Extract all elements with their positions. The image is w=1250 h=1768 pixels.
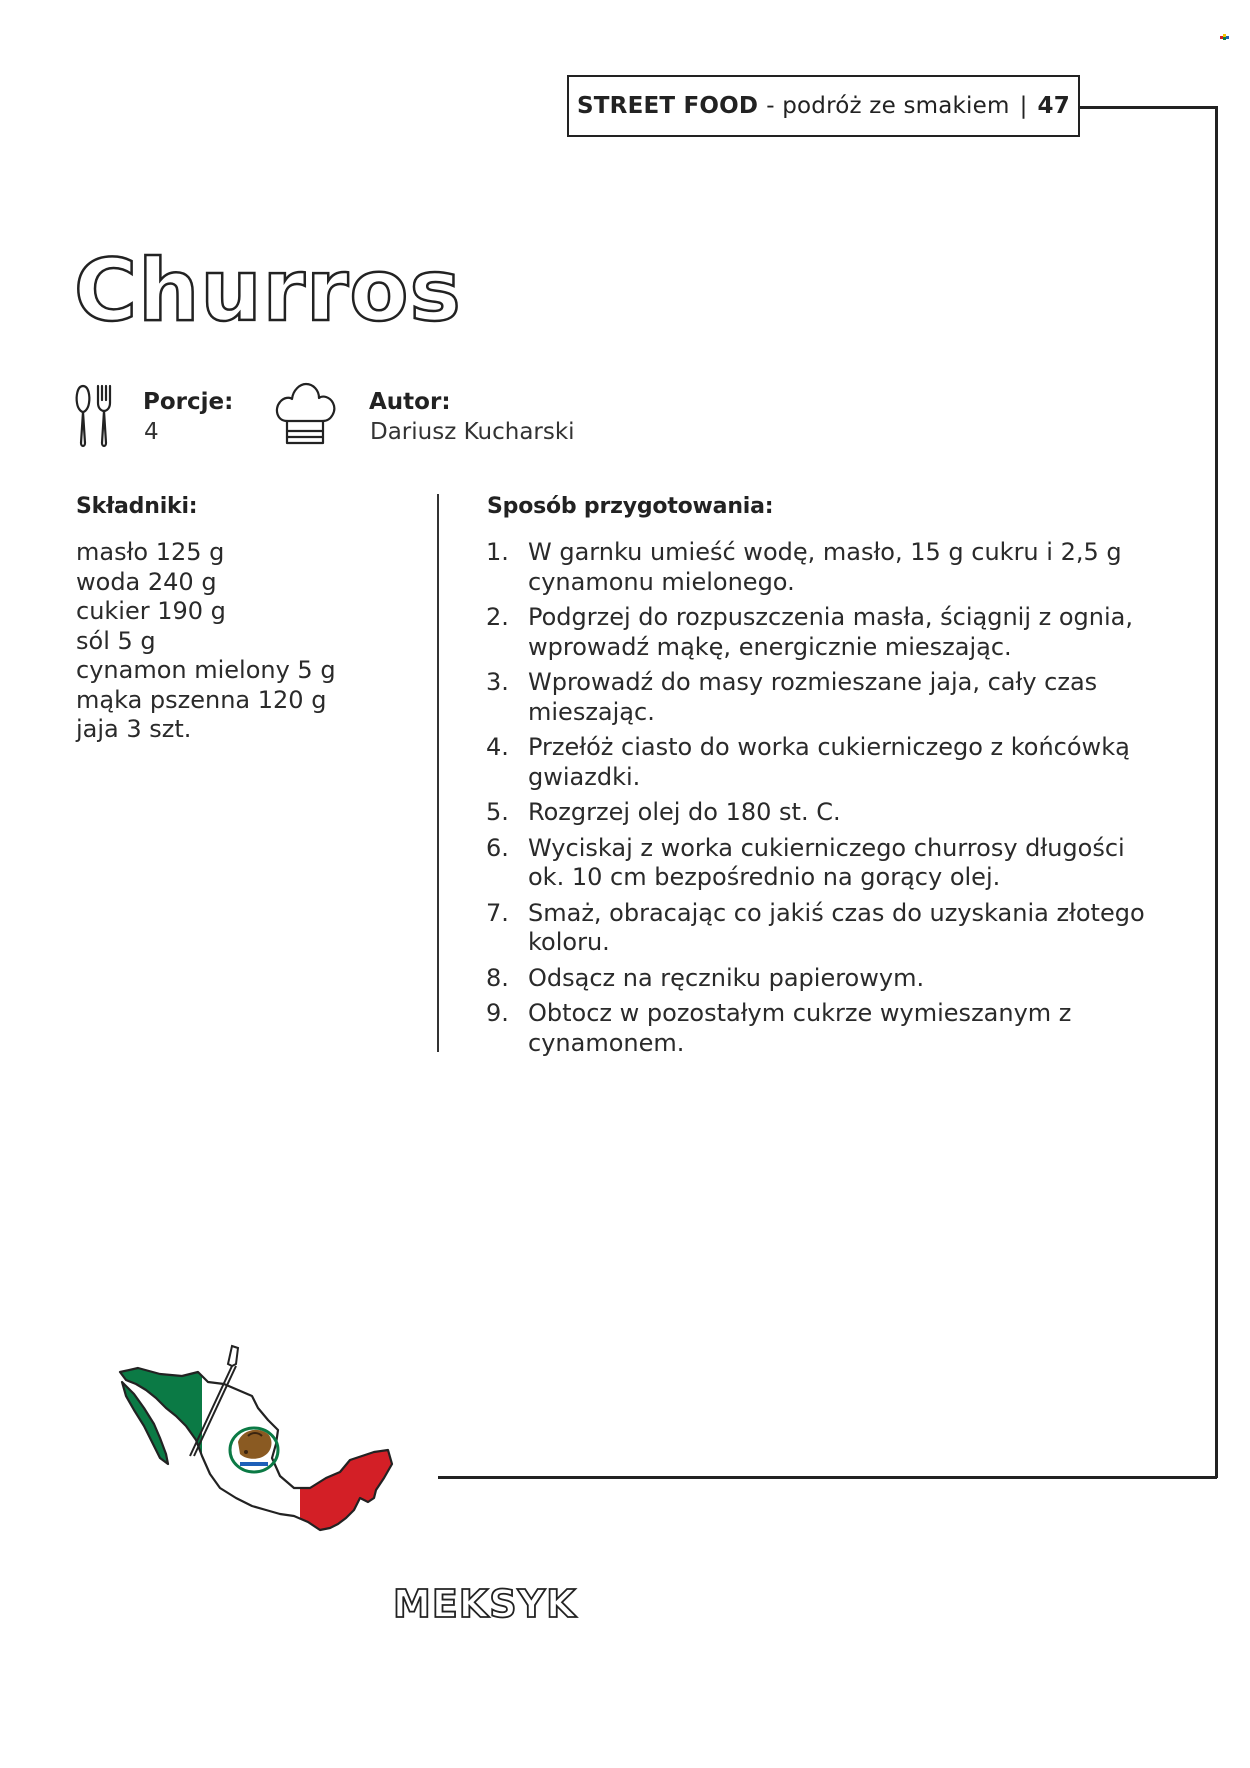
method-step bbox=[486, 733, 1166, 792]
method-heading: Sposób przygotowania: bbox=[487, 494, 774, 519]
step-number: 3. bbox=[486, 668, 509, 696]
frame-line-bottom bbox=[438, 1476, 1217, 1479]
column-divider bbox=[437, 494, 439, 1052]
ingredient-item: masło 125 g bbox=[76, 538, 225, 566]
method-step bbox=[486, 538, 1166, 597]
step-number: 1. bbox=[486, 538, 509, 566]
ingredient-item: mąka pszenna 120 g bbox=[76, 685, 327, 714]
step-number: 9. bbox=[486, 999, 509, 1027]
step-text: Smaż, obracając co jakiś czas do uzyskania złotego koloru. bbox=[528, 898, 1145, 956]
ingredients-list bbox=[76, 538, 336, 745]
step-number: 6. bbox=[486, 833, 509, 862]
header-subtitle: - podróż ze smakiem bbox=[766, 93, 1010, 119]
mexico-flag-map-icon bbox=[112, 1338, 402, 1560]
method-steps bbox=[486, 538, 1166, 1064]
chef-hat-icon bbox=[273, 381, 337, 447]
servings-label: Porcje: bbox=[143, 389, 234, 415]
frame-line-top bbox=[1080, 106, 1217, 109]
step-text: W garnku umieść wodę, masło, 15 g cukru i 2,5 g cynamonu mielonego. bbox=[528, 538, 1122, 596]
step-text: Rozgrzej olej do 180 st. C. bbox=[528, 798, 841, 826]
step-number: 4. bbox=[486, 733, 509, 761]
ingredient-item: woda 240 g bbox=[76, 567, 217, 596]
method-step bbox=[486, 668, 1166, 727]
step-text: Wyciskaj z worka cukierniczego churrosy długości ok. 10 cm bezpośrednio na gorący olej. bbox=[528, 833, 1125, 891]
method-step bbox=[486, 964, 1166, 994]
ingredient-item: cynamon mielony 5 g bbox=[76, 656, 336, 684]
ingredient-item: sól 5 g bbox=[76, 626, 156, 655]
header-brand: STREET FOOD bbox=[577, 93, 759, 119]
method-step bbox=[486, 798, 1166, 828]
fork-spoon-icon bbox=[74, 383, 114, 449]
country-name: MEKSYK bbox=[393, 1582, 577, 1626]
method-step bbox=[486, 603, 1166, 662]
header-box bbox=[567, 75, 1080, 137]
author-value: Dariusz Kucharski bbox=[370, 419, 575, 445]
step-number: 5. bbox=[486, 798, 509, 826]
recipe-title: Churros bbox=[74, 241, 462, 341]
method-step bbox=[486, 999, 1166, 1058]
method-step bbox=[486, 834, 1166, 893]
author-label: Autor: bbox=[369, 389, 451, 415]
step-text: Przełóż ciasto do worka cukierniczego z końcówką gwiazdki. bbox=[528, 733, 1130, 791]
step-text: Obtocz w pozostałym cukrze wymieszanym z cynamonem. bbox=[528, 999, 1072, 1057]
step-text: Wprowadź do masy rozmieszane jaja, cały czas mieszając. bbox=[528, 668, 1098, 726]
header-separator: | bbox=[1019, 93, 1028, 119]
step-text: Podgrzej do rozpuszczenia masła, ściągnij z ognia, wprowadź mąkę, energicznie mieszając. bbox=[528, 603, 1134, 661]
step-number: 2. bbox=[486, 603, 509, 631]
step-number: 8. bbox=[486, 963, 509, 992]
servings-value: 4 bbox=[144, 419, 159, 445]
ingredient-item: jaja 3 szt. bbox=[76, 715, 192, 743]
frame-line-right bbox=[1215, 106, 1218, 1478]
step-text: Odsącz na ręczniku papierowym. bbox=[528, 963, 925, 992]
page-number: 47 bbox=[1037, 93, 1070, 119]
ingredient-item: cukier 190 g bbox=[76, 597, 226, 625]
corner-dots-icon bbox=[1220, 34, 1230, 44]
ingredients-heading: Składniki: bbox=[76, 494, 198, 519]
step-number: 7. bbox=[486, 898, 509, 927]
method-step bbox=[486, 899, 1166, 958]
